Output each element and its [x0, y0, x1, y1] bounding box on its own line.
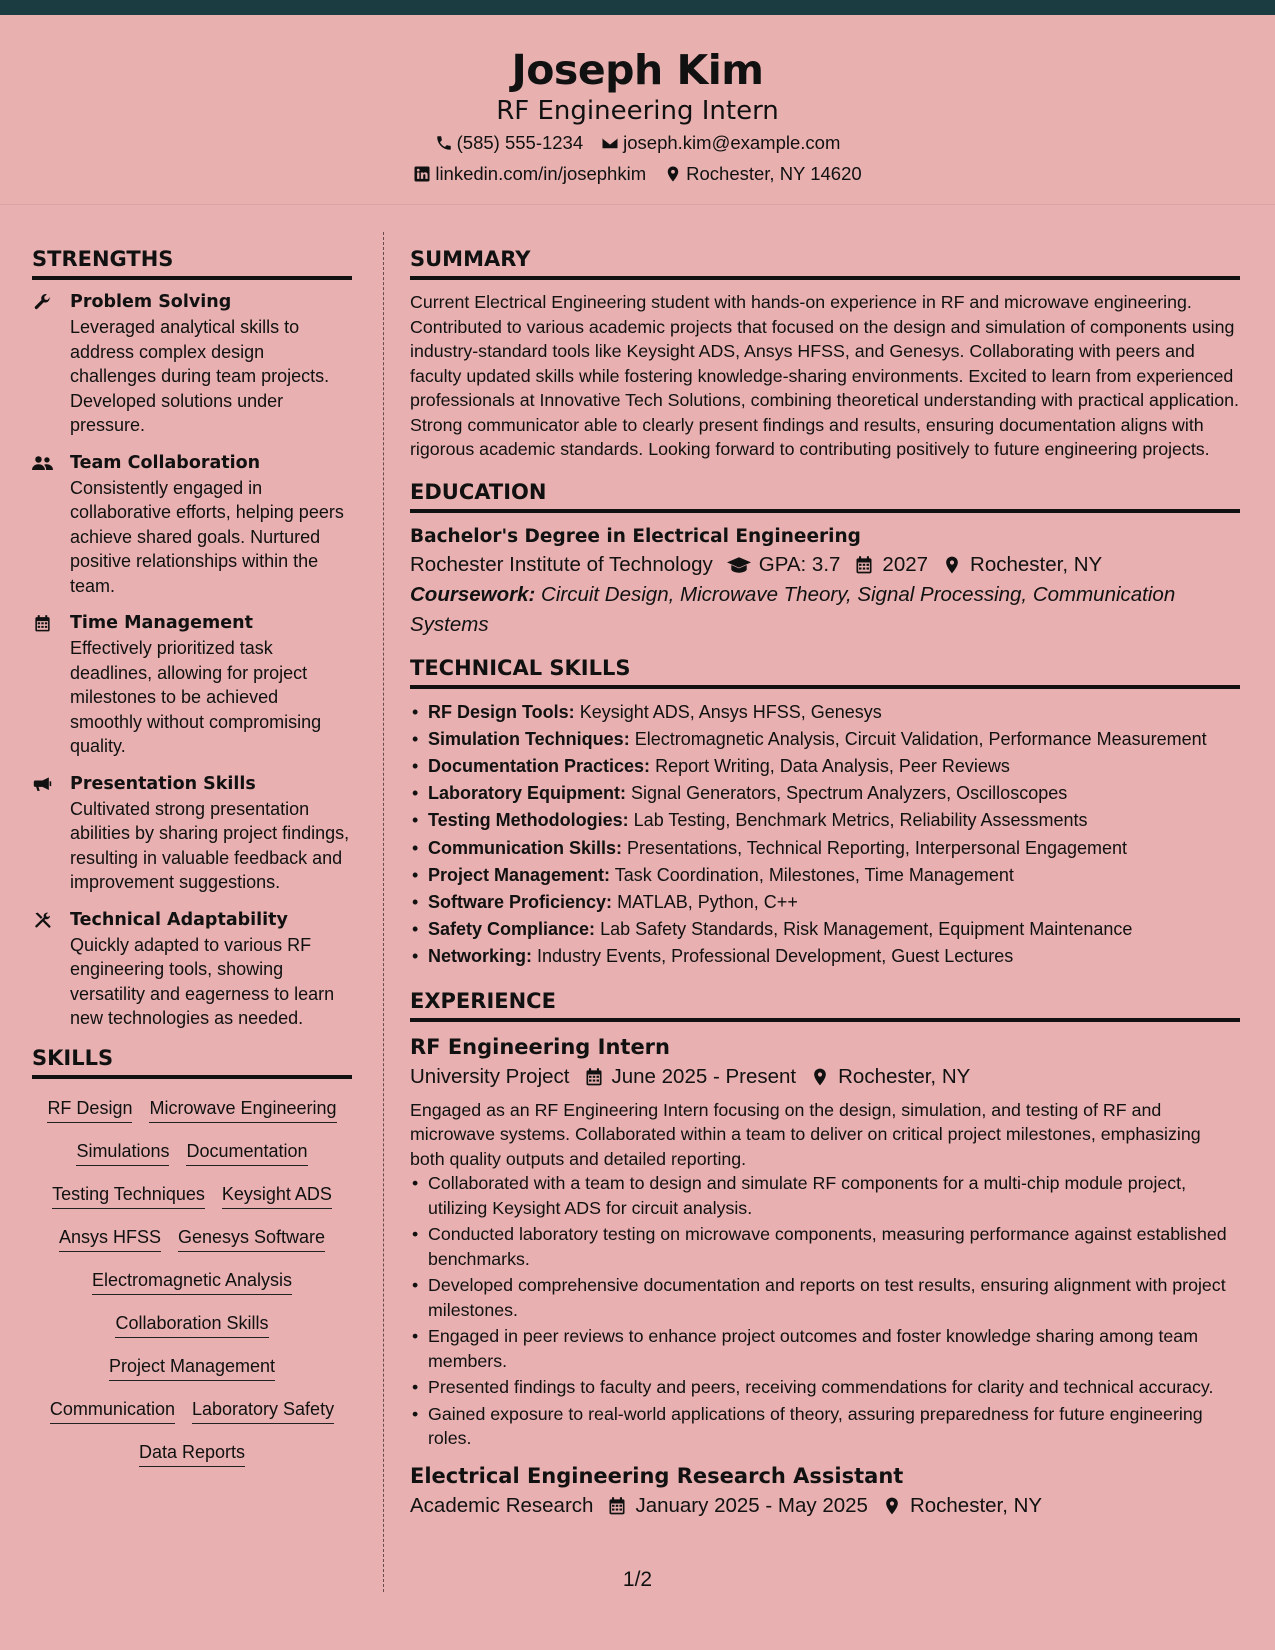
tech-skill-value: Lab Safety Standards, Risk Management, Equipment Maintenance — [600, 919, 1133, 940]
map-pin-icon — [810, 1067, 830, 1087]
list-item — [410, 807, 1240, 834]
tech-skill-label: Laboratory Equipment: — [428, 783, 627, 804]
job-meta — [410, 1491, 1240, 1521]
skill-tag: Microwave Engineering — [149, 1095, 336, 1123]
skill-tag: Ansys HFSS — [59, 1224, 161, 1252]
graduation-cap-icon — [727, 555, 751, 575]
strength-desc: Effectively prioritized task deadlines, allowing for project milestones to be achieved smoothly without compromising quality. — [70, 638, 322, 756]
location-text: Rochester, NY — [970, 552, 1103, 576]
email-text: joseph.kim@example.com — [623, 132, 841, 153]
map-pin-icon — [942, 555, 962, 575]
list-item — [410, 889, 1240, 916]
job-dates — [607, 1491, 867, 1521]
education-meta — [410, 550, 1240, 580]
skill-tag: Laboratory Safety — [192, 1396, 334, 1424]
dates-text: January 2025 - May 2025 — [635, 1493, 868, 1517]
linkedin-contact — [413, 158, 646, 189]
candidate-name: Joseph Kim — [511, 46, 764, 94]
list-item — [410, 780, 1240, 807]
page-number: 1/2 — [622, 1568, 653, 1591]
resume-header — [0, 15, 1275, 205]
list-item: • Developed comprehensive documentation and reports on test results, ensuring alignment with project milestones. — [410, 1273, 1240, 1322]
list-item — [410, 916, 1240, 943]
tech-skill-value: Industry Events, Professional Development, Guest Lectures — [537, 946, 1014, 967]
school-name: Rochester Institute of Technology — [410, 552, 713, 576]
column-divider — [383, 232, 384, 1592]
job-location — [810, 1062, 970, 1092]
strength-item — [32, 772, 352, 895]
job-meta — [410, 1062, 1240, 1092]
skills-heading: SKILLS — [32, 1044, 352, 1079]
strength-item — [32, 908, 352, 1031]
skill-tag: Testing Techniques — [52, 1181, 205, 1209]
tech-skill-value: Presentations, Technical Reporting, Interpersonal Engagement — [627, 837, 1128, 858]
list-item — [410, 862, 1240, 889]
email-contact — [601, 127, 840, 158]
strength-title: Time Management — [70, 613, 253, 633]
skill-tag: Communication — [50, 1396, 175, 1424]
contact-row-1 — [0, 127, 1275, 158]
job-dates — [584, 1062, 797, 1092]
org-text: University Project — [410, 1064, 570, 1088]
list-item: • Gained exposure to real-world applications of theory, assuring preparedness for future engineering roles. — [410, 1402, 1240, 1451]
tech-skill-label: Testing Methodologies: — [428, 810, 629, 831]
skill-tag: Collaboration Skills — [115, 1310, 268, 1338]
strength-title: Presentation Skills — [70, 773, 256, 794]
job-bullets — [410, 1171, 1240, 1451]
strength-item — [32, 611, 352, 759]
skill-tag: Project Management — [109, 1353, 275, 1381]
grad-year — [854, 550, 928, 580]
org-text: Academic Research — [410, 1493, 594, 1517]
strength-desc: Cultivated strong presentation abilities by sharing project findings, resulting in valuable feedback and improvement suggestions. — [70, 798, 350, 892]
skill-tag: Electromagnetic Analysis — [92, 1267, 292, 1295]
job-location — [882, 1491, 1042, 1521]
list-item — [410, 699, 1240, 726]
job-title: Electrical Engineering Research Assistant — [410, 1463, 904, 1488]
tech-skill-value: Keysight ADS, Ansys HFSS, Genesys — [579, 701, 882, 722]
envelope-icon — [601, 134, 619, 152]
strength-item — [32, 451, 352, 599]
strength-desc: Consistently engaged in collaborative efforts, helping peers achieve shared goals. Nurtured positive relationships within the team. — [70, 477, 344, 596]
list-item — [410, 753, 1240, 780]
list-item — [410, 726, 1240, 753]
coursework-list: Circuit Design, Microwave Theory, Signal Processing, Communication Systems — [410, 582, 1176, 636]
phone-contact — [435, 127, 584, 158]
skills-list — [32, 1089, 352, 1467]
gpa — [727, 550, 841, 580]
map-pin-icon — [664, 165, 682, 183]
summary-text: Current Electrical Engineering student with hands-on experience in RF and microwave engineering. Contributed to various academic projects that focused on the design and simulation of components using industry-standard tools like Keysight ADS, Ansys HFSS, and Genesys. Collaborating with peers and faculty updated skills while fostering knowledge-sharing environments. Excited to learn from experienced professionals at Innovative Tech Solutions, combining theoretical understanding with practical application. Strong communicator able to clearly present findings and results, ensuring documentation aligns with rigorous academic standards. Looking forward to contributing positively to future engineering projects. — [410, 292, 1239, 459]
summary-heading: SUMMARY — [410, 245, 1240, 280]
skill-tag: Documentation — [186, 1138, 307, 1166]
tech-skill-label: Communication Skills: — [428, 837, 623, 858]
right-column — [410, 245, 1240, 1521]
tech-skill-label: Safety Compliance: — [428, 919, 596, 940]
location-text: Rochester, NY — [909, 1493, 1043, 1517]
tech-skill-label: Networking: — [428, 946, 533, 967]
strength-title: Technical Adaptability — [70, 909, 288, 930]
year-text: 2027 — [882, 552, 929, 576]
tech-skill-value: Lab Testing, Benchmark Metrics, Reliability Assessments — [633, 810, 1088, 831]
skill-tag: Simulations — [76, 1138, 169, 1166]
strength-title: Team Collaboration — [70, 452, 261, 473]
calendar-icon — [854, 555, 874, 575]
gpa-text: GPA: 3.7 — [758, 552, 841, 576]
strength-title: Problem Solving — [70, 292, 232, 312]
tech-skill-label: Software Proficiency: — [428, 891, 613, 912]
education-location — [942, 550, 1102, 580]
location-text: Rochester, NY 14620 — [686, 163, 862, 184]
tech-skill-label: Simulation Techniques: — [428, 728, 630, 749]
tech-skill-value: MATLAB, Python, C++ — [617, 891, 798, 912]
location-contact — [664, 158, 862, 189]
calendar-icon — [607, 1496, 627, 1516]
candidate-title: RF Engineering Intern — [496, 96, 779, 126]
job-title: RF Engineering Intern — [410, 1034, 670, 1059]
job-org — [410, 1491, 593, 1521]
list-item — [410, 943, 1240, 970]
education-heading: EDUCATION — [410, 478, 1240, 513]
list-item: • Engaged in peer reviews to enhance project outcomes and foster knowledge sharing among team members. — [410, 1324, 1240, 1373]
skill-tag: Data Reports — [139, 1439, 245, 1467]
skill-tag: Keysight ADS — [222, 1181, 332, 1209]
technical-skills-heading: TECHNICAL SKILLS — [410, 654, 1240, 689]
coursework — [410, 580, 1240, 640]
list-item: • Presented findings to faculty and peers, receiving commendations for clarity and technical accuracy. — [410, 1375, 1240, 1400]
strengths-heading: STRENGTHS — [32, 245, 352, 280]
list-item: • Conducted laboratory testing on microwave components, measuring performance against established benchmarks. — [410, 1222, 1240, 1271]
left-column — [32, 245, 352, 1467]
tools-icon — [32, 911, 53, 930]
list-item — [410, 835, 1240, 862]
school — [410, 550, 713, 580]
location-text: Rochester, NY — [838, 1064, 971, 1088]
technical-skills-list — [410, 699, 1240, 971]
skill-tag: RF Design — [47, 1095, 132, 1123]
experience-heading: EXPERIENCE — [410, 987, 1240, 1022]
strength-desc: Leveraged analytical skills to address complex design challenges during team projects. Developed solutions under pressure. — [70, 317, 330, 435]
tech-skill-label: RF Design Tools: — [428, 701, 575, 722]
phone-icon — [435, 134, 453, 152]
linkedin-icon — [413, 165, 431, 183]
strength-item — [32, 290, 352, 438]
skill-tag: Genesys Software — [178, 1224, 325, 1252]
tech-skill-label: Project Management: — [428, 864, 611, 885]
degree-title: Bachelor's Degree in Electrical Engineering — [410, 525, 861, 547]
tech-skill-value: Task Coordination, Milestones, Time Management — [614, 864, 1014, 885]
users-icon — [32, 454, 53, 473]
map-pin-icon — [882, 1496, 902, 1516]
contact-row-2 — [0, 158, 1275, 189]
job-org — [410, 1062, 570, 1092]
linkedin-text: linkedin.com/in/josephkim — [435, 163, 647, 184]
top-bar — [0, 0, 1275, 15]
wrench-icon — [32, 293, 53, 312]
strength-desc: Quickly adapted to various RF engineering tools, showing versatility and eagerness to learn new technologies as needed. — [70, 934, 335, 1028]
coursework-label: Coursework: — [410, 582, 536, 606]
tech-skill-value: Signal Generators, Spectrum Analyzers, Oscilloscopes — [631, 783, 1068, 804]
phone-text: (585) 555-1234 — [456, 132, 584, 153]
list-item: • Collaborated with a team to design and simulate RF components for a multi-chip module project, utilizing Keysight ADS for circuit analysis. — [410, 1171, 1240, 1220]
calendar-icon — [584, 1067, 604, 1087]
job-description: Engaged as an RF Engineering Intern focusing on the design, simulation, and testing of RF and microwave systems. Collaborated within a team to deliver on critical project milestones, emphasizing both quality outputs and detailed reporting. — [410, 1099, 1201, 1169]
megaphone-icon — [32, 775, 53, 794]
dates-text: June 2025 - Present — [611, 1064, 797, 1088]
calendar-icon — [32, 614, 53, 633]
tech-skill-value: Electromagnetic Analysis, Circuit Validation, Performance Measurement — [634, 728, 1207, 749]
tech-skill-label: Documentation Practices: — [428, 755, 651, 776]
tech-skill-value: Report Writing, Data Analysis, Peer Reviews — [655, 755, 1010, 776]
